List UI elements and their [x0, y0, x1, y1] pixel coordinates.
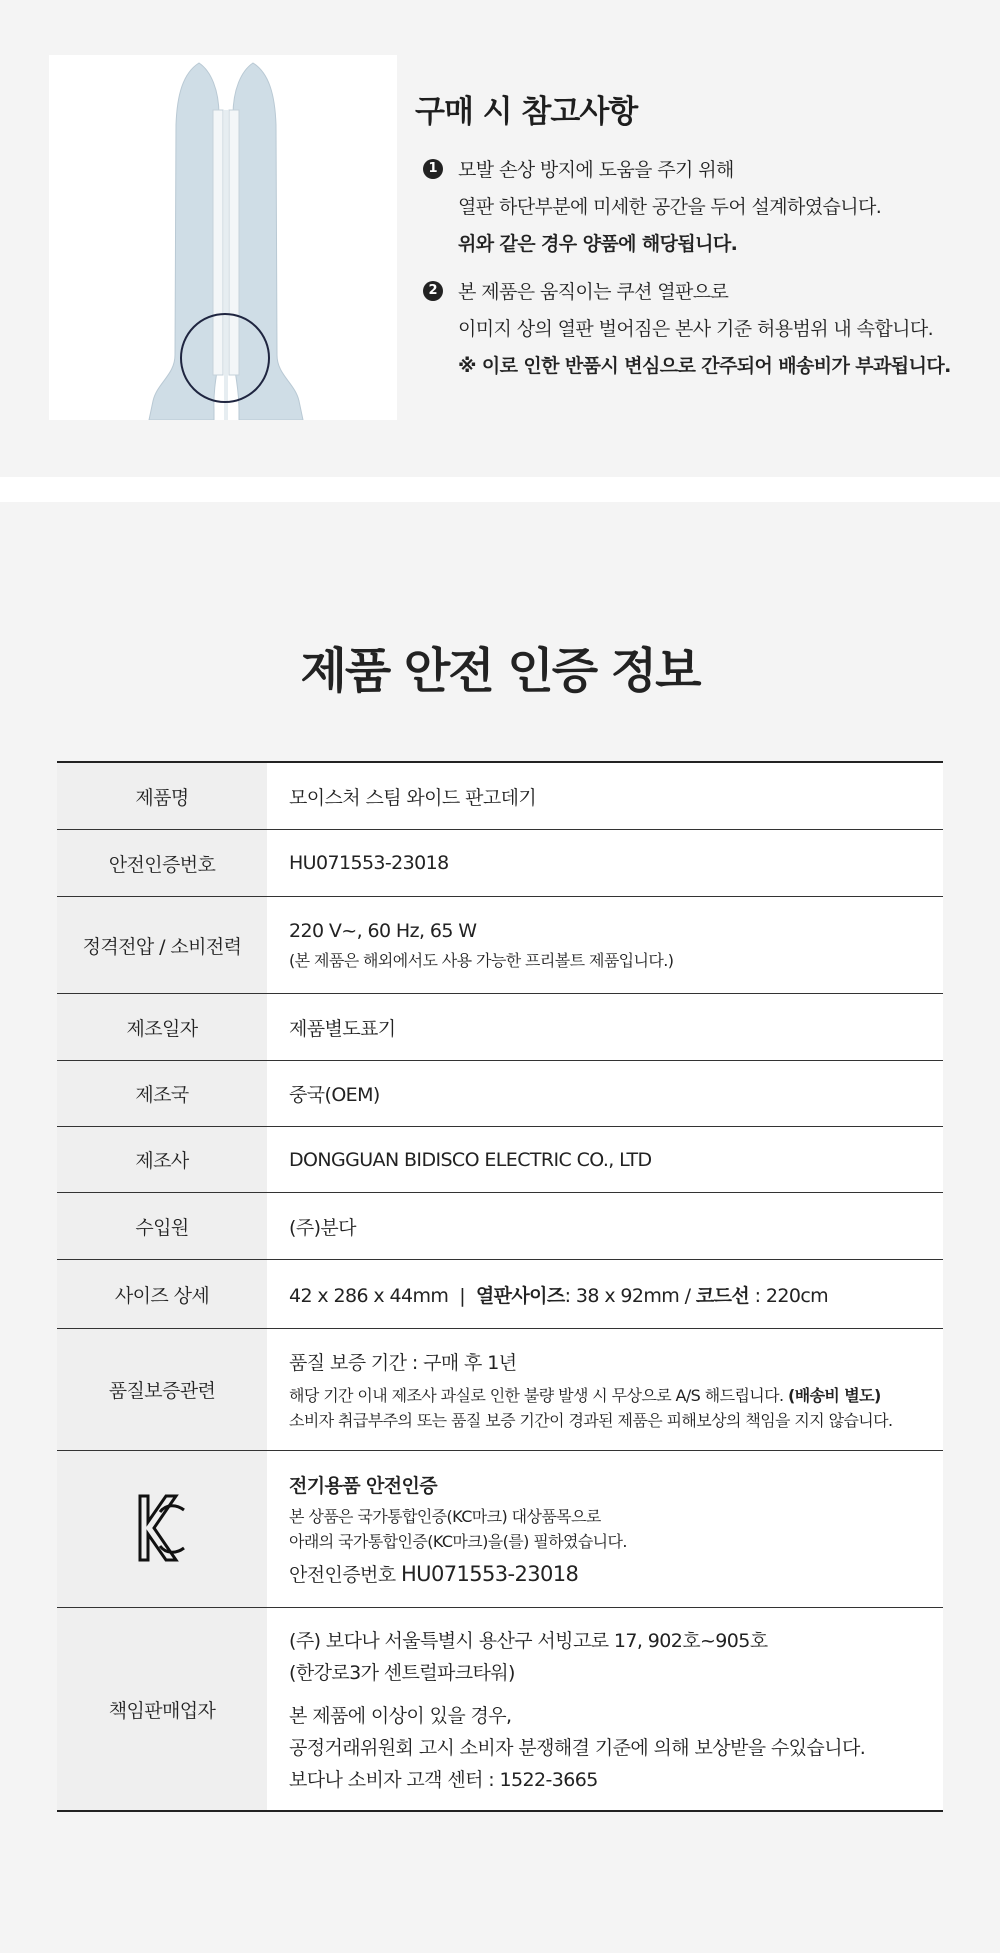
hair-straightener-image — [49, 55, 397, 420]
mfg-date-value: 제품별도표기 — [289, 1017, 396, 1040]
row-value — [267, 763, 943, 829]
table-row-voltage — [57, 897, 943, 994]
purchase-notice-section — [0, 0, 1000, 477]
row-value — [267, 1061, 943, 1126]
seller-address-1: (주) 보다나 서울특별시 용산구 서빙고로 17, 902호~905호 — [289, 1630, 768, 1652]
row-header: 품질보증관련 — [57, 1329, 267, 1450]
table-row-product-name — [57, 763, 943, 830]
row-header: 제조국 — [57, 1061, 267, 1126]
seller-customer-center: 보다나 소비자 고객 센터 : 1522-3665 — [289, 1769, 598, 1791]
warranty-as-text: 해당 기간 이내 제조사 과실로 인한 불량 발생 시 무상으로 A/S 해드립니다. — [289, 1386, 784, 1405]
row-header: 정격전압 / 소비전력 — [57, 897, 267, 993]
row-value — [267, 897, 943, 993]
voltage-note: (본 제품은 해외에서도 사용 가능한 프리볼트 제품입니다.) — [289, 950, 674, 970]
table-row-kc — [57, 1451, 943, 1608]
row-header: 제조사 — [57, 1127, 267, 1192]
safety-title: 제품 안전 인증 정보 — [300, 643, 700, 699]
importer-value: (주)분다 — [289, 1216, 356, 1239]
row-header: 제품명 — [57, 763, 267, 829]
seller-line-3: 본 제품에 이상이 있을 경우, — [289, 1705, 512, 1727]
row-value — [267, 1260, 943, 1328]
kc-mark-icon — [136, 1492, 188, 1566]
plate-size-label: 열판사이즈 — [475, 1284, 565, 1307]
kc-cert-label: 안전인증번호 — [289, 1564, 396, 1586]
notice-item-2-line-1: 본 제품은 움직이는 쿠션 열판으로 — [458, 281, 729, 303]
notice-item-1-line-1: 모발 손상 방지에 도움을 주기 위해 — [458, 159, 734, 181]
row-header: 제조일자 — [57, 994, 267, 1060]
plate-size-value: : 38 x 92mm / — [564, 1284, 691, 1307]
safety-info-table — [57, 761, 943, 1812]
table-row-importer — [57, 1193, 943, 1260]
notice-item-1-line-3: 위와 같은 경우 양품에 해당됩니다. — [458, 233, 738, 255]
cord-label: 코드선 — [695, 1284, 750, 1307]
cert-no-value: HU071553-23018 — [289, 852, 449, 874]
notice-item-2-line-2: 이미지 상의 열판 벌어짐은 본사 기준 허용범위 내 속합니다. — [458, 318, 934, 340]
row-value — [267, 994, 943, 1060]
notice-item-1-line-2: 열판 하단부분에 미세한 공간을 두어 설계하였습니다. — [458, 196, 882, 218]
warranty-shipping-note: (배송비 별도) — [788, 1386, 881, 1405]
seller-address-2: (한강로3가 센트럴파크타워) — [289, 1662, 515, 1684]
safety-certification-section — [0, 502, 1000, 1953]
kc-cert-value: HU071553-23018 — [400, 1562, 579, 1586]
maker-value: DONGGUAN BIDISCO ELECTRIC CO., LTD — [289, 1148, 652, 1171]
section-divider — [0, 477, 1000, 502]
row-header: 책임판매업자 — [57, 1608, 267, 1810]
warranty-period: 품질 보증 기간 : 구매 후 1년 — [289, 1352, 517, 1374]
warranty-line-3: 소비자 취급부주의 또는 품질 보증 기간이 경과된 제품은 피해보상의 책임을 지지 않습니다. — [289, 1411, 893, 1430]
row-value — [267, 1451, 943, 1607]
table-row-seller — [57, 1608, 943, 1810]
size-value — [289, 1281, 943, 1308]
country-value: 중국(OEM) — [289, 1084, 380, 1106]
kc-line-1: 본 상품은 국가통합인증(KC마크) 대상품목으로 — [289, 1507, 601, 1526]
kc-title: 전기용품 안전인증 — [289, 1475, 438, 1497]
seller-line-4: 공정거래위원회 고시 소비자 분쟁해결 기준에 의해 보상받을 수있습니다. — [289, 1737, 866, 1759]
row-value — [267, 1193, 943, 1259]
notice-item-2-line-3: ※ 이로 인한 반품시 변심으로 간주되어 배송비가 부과됩니다. — [458, 355, 951, 377]
voltage-value: 220 V~, 60 Hz, 65 W — [289, 919, 477, 942]
row-value — [267, 1329, 943, 1450]
kc-cert-line — [289, 1560, 943, 1587]
kc-mark-cell — [57, 1451, 267, 1607]
table-row-mfg-date — [57, 994, 943, 1061]
row-value — [267, 1608, 943, 1810]
table-row-cert-no — [57, 830, 943, 897]
table-row-maker — [57, 1127, 943, 1193]
warranty-line-2 — [289, 1383, 943, 1406]
kc-line-2: 아래의 국가통합인증(KC마크)을(를) 필하였습니다. — [289, 1532, 627, 1551]
size-separator: | — [459, 1284, 465, 1307]
number-badge-2: 2 — [423, 281, 443, 301]
notice-title: 구매 시 참고사항 — [415, 94, 638, 130]
size-dims: 42 x 286 x 44mm — [289, 1284, 449, 1307]
table-row-size — [57, 1260, 943, 1329]
table-row-warranty — [57, 1329, 943, 1451]
row-header: 안전인증번호 — [57, 830, 267, 896]
cord-value: : 220cm — [754, 1284, 829, 1307]
number-badge-1: 1 — [423, 159, 443, 179]
product-name-value: 모이스처 스팀 와이드 판고데기 — [289, 786, 537, 809]
row-header: 사이즈 상세 — [57, 1260, 267, 1328]
row-header: 수입원 — [57, 1193, 267, 1259]
row-value — [267, 830, 943, 896]
table-row-country — [57, 1061, 943, 1127]
row-value — [267, 1127, 943, 1192]
